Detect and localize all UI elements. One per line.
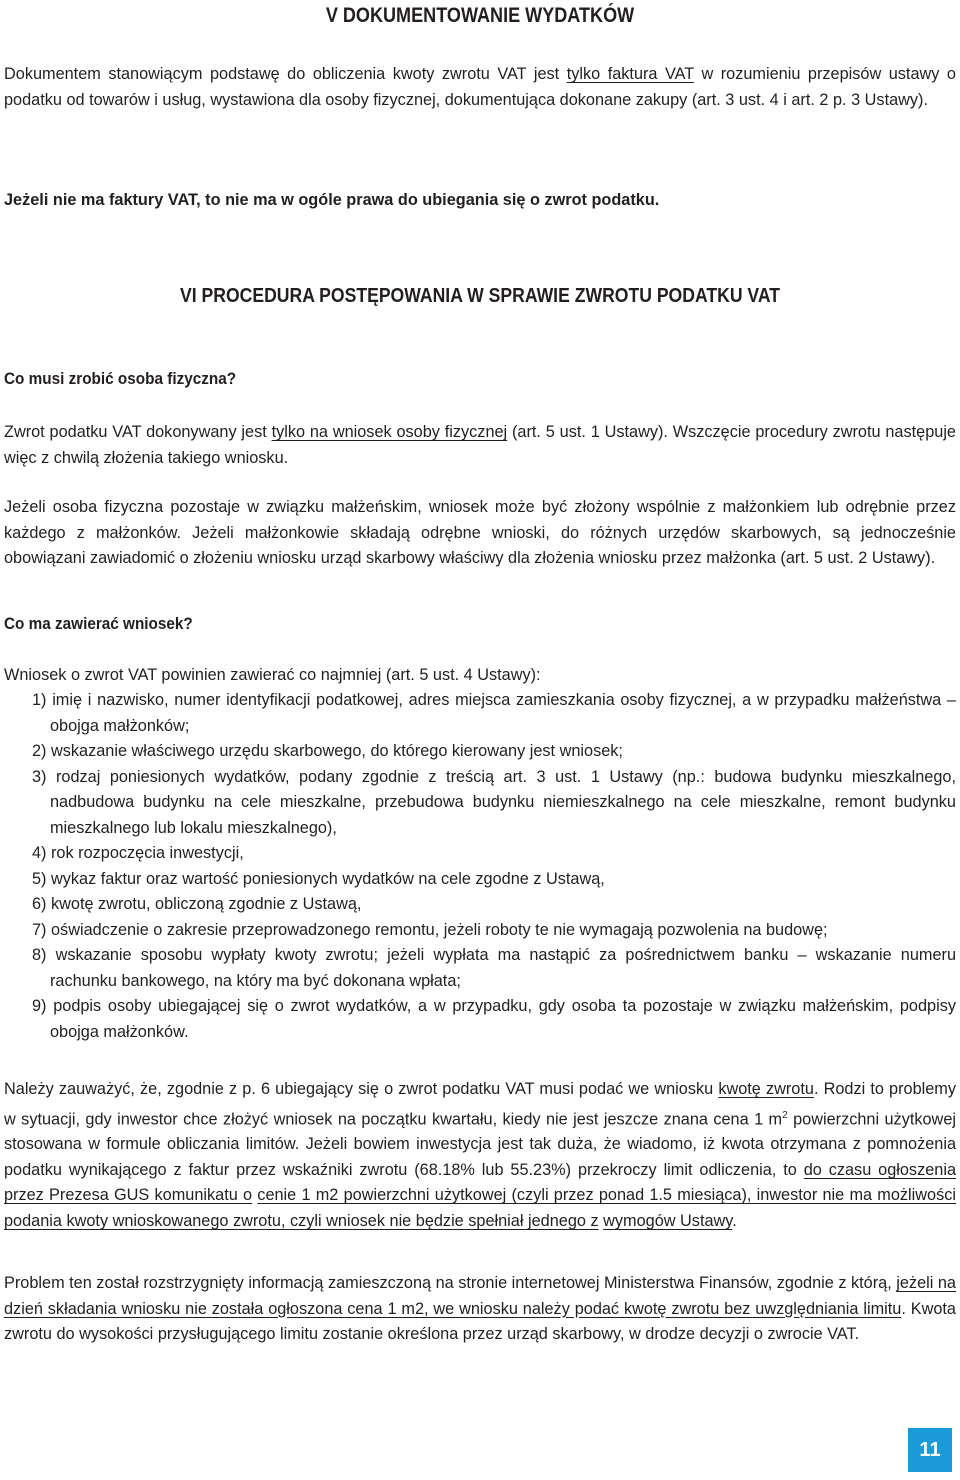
section-5-paragraph-1: Dokumentem stanowiącym podstawę do obliczenia kwoty zwrotu VAT jest tylko faktura VAT w rozumieniu przepisów ustawy o podatku od towarów i usług, wystawiona dla osoby fizycznej, dokumentująca dokonane zakupy (art. 3 ust. 4 i art. 2 p. 3 Ustawy). xyxy=(4,65,956,109)
section-5-paragraph-2: Jeżeli nie ma faktury VAT, to nie ma w ogóle prawa do ubiegania się o zwrot podatku. xyxy=(4,191,660,209)
paragraph-ministry-resolution: Problem ten został rozstrzygnięty informacją zamieszczoną na stronie internetowej Ministerstwa Finansów, zgodnie z którą, jeżeli na dzień składania wniosku nie została ogłoszona cena 1 m2, we wniosku należy podać kwotę zwrotu bez uwzględniania limitu. Kwota zwrotu do wysokości przysługującego limitu zostanie określona przez urząd skarbowy, w drodze decyzji o zwrocie VAT. xyxy=(4,1274,956,1343)
list-item: 3) rodzaj poniesionych wydatków, podany zgodnie z treścią art. 3 ust. 1 Ustawy (np.: budowa budynku mieszkalnego, nadbudowa budynku na cele mieszkalne, przebudowa budynku niemieszkalnego na cele mieszkalne, remont budynku mieszkalnego lub lokalu mieszkalnego), xyxy=(32,767,956,837)
question-heading-1: Co musi zrobić osoba fizyczna? xyxy=(4,369,237,388)
section-5-title: V DOKUMENTOWANIE WYDATKÓW xyxy=(325,4,635,27)
page-number-badge: 11 xyxy=(908,1428,952,1472)
list-item: 8) wskazanie sposobu wypłaty kwoty zwrotu; jeżeli wypłata ma nastąpić za pośrednictwem banku – wskazanie numeru rachunku bankowego, na który ma być dokonana wpłata; xyxy=(32,946,956,990)
list-item: 9) podpis osoby ubiegającej się o zwrot wydatków, a w przypadku, gdy osoba ta pozostaje w związku małżeńskim, podpisy obojga małżonków. xyxy=(32,997,956,1041)
list-item: 5) wykaz faktur oraz wartość poniesionych wydatków na cele zgodne z Ustawą, xyxy=(32,869,605,888)
question-heading-2: Co ma zawierać wniosek? xyxy=(4,614,193,633)
section-6-paragraph-2: Jeżeli osoba fizyczna pozostaje w związku małżeńskim, wniosek może być złożony wspólnie z małżonkiem lub odrębnie przez każdego z małżonków. Jeżeli małżonkowie składają odrębne wnioski, do różnych urzędów skarbowych, są jednocześnie obowiązani zawiadomić o złożeniu wniosku urząd skarbowy właściwy dla złożenia wniosku przez małżonka (art. 5 ust. 2 Ustawy). xyxy=(4,498,956,567)
section-6-title: VI PROCEDURA POSTĘPOWANIA W SPRAWIE ZWROTU PODATKU VAT xyxy=(179,285,781,307)
list-item: 4) rok rozpoczęcia inwestycji, xyxy=(32,844,244,862)
list-item: 2) wskazanie właściwego urzędu skarbowego, do którego kierowany jest wniosek; xyxy=(32,742,623,760)
paragraph-limit-note: Należy zauważyć, że, zgodnie z p. 6 ubiegający się o zwrot podatku VAT musi podać we wniosku kwotę zwrotu. Rodzi to problemy w sytuacji, gdy inwestor chce złożyć wniosek na początku kwartału, kiedy nie jest jeszcze znana cena 1 $m^2$ powierzchni użytkowej stosowana w formule obliczania limitów. Jeżeli bowiem inwestycja jest tak duża, że wiadomo, iż kwota otrzymana z pomnożenia podatku wynikającego z faktur przez wskaźniki zwrotu (68.18% lub 55.23%) przekroczy limit odliczenia, to do czasu ogłoszenia przez Prezesa GUS komunikatu o cenie 1 m2 powierzchni użytkowej (czyli przez ponad 1.5 miesiąca), inwestor nie ma możliwości podania kwoty wnioskowanego zwrotu, czyli wniosek nie będzie spełniał jednego z wymogów Ustawy. xyxy=(4,1080,957,1230)
section-6-paragraph-3: Wniosek o zwrot VAT powinien zawierać co najmniej (art. 5 ust. 4 Ustawy): xyxy=(4,666,541,684)
list-item: 7) oświadczenie o zakresie przeprowadzonego remontu, jeżeli roboty te nie wymagają pozwolenia na budowę; xyxy=(32,920,828,939)
section-6-paragraph-1: Zwrot podatku VAT dokonywany jest tylko na wniosek osoby fizycznej (art. 5 ust. 1 Ustawy). Wszczęcie procedury zwrotu następuje więc z chwilą złożenia takiego wniosku. xyxy=(4,423,956,467)
list-item: 6) kwotę zwrotu, obliczoną zgodnie z Ustawą, xyxy=(32,895,362,913)
list-item: 1) imię i nazwisko, numer identyfikacji podatkowej, adres miejsca zamieszkania osoby fizycznej, a w przypadku małżeństwa – obojga małżonków; xyxy=(32,691,956,735)
requirements-list xyxy=(4,688,956,1045)
